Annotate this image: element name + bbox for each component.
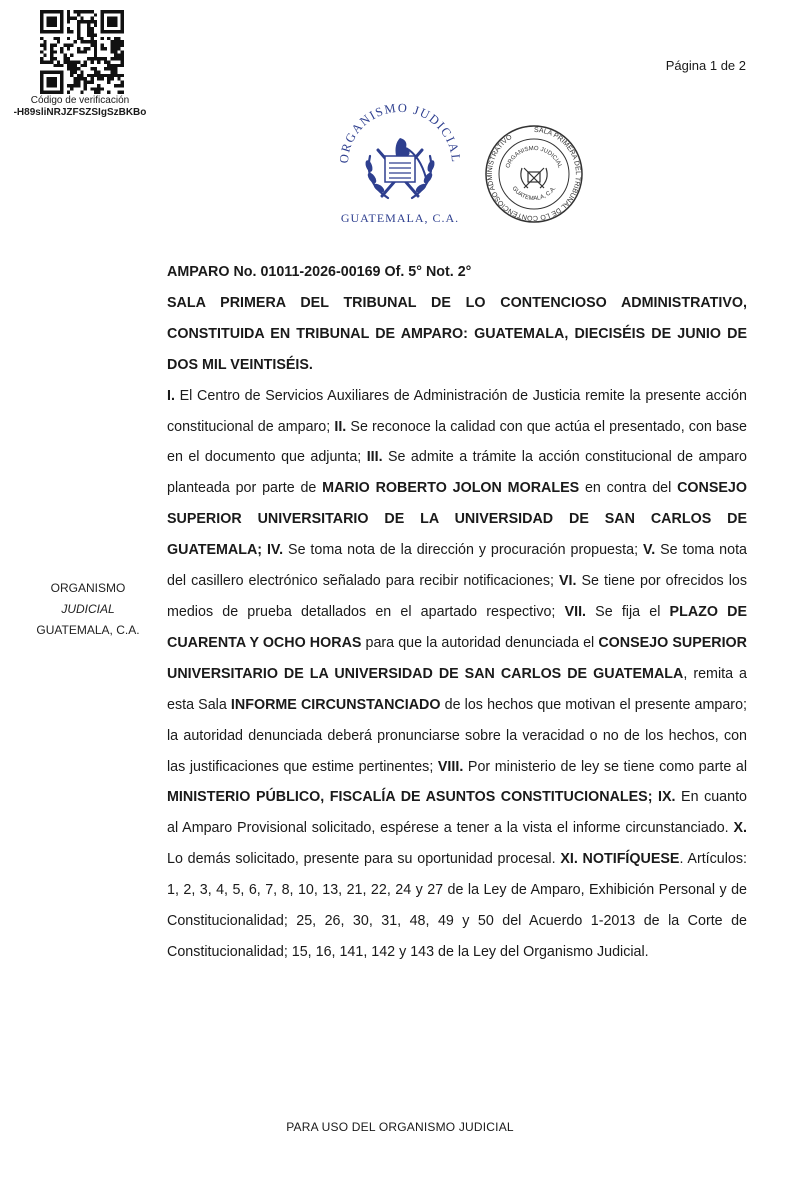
footer-text: PARA USO DEL ORGANISMO JUDICIAL (286, 1120, 514, 1134)
bold-text-run: II. (334, 418, 347, 435)
text-run: Se toma nota del casillero electrónico señalado para recibir notificaciones; (167, 542, 747, 590)
bold-text-run: IV. (266, 542, 284, 559)
margin-stamp-line3: GUATEMALA, C.A. (36, 623, 140, 637)
text-run: Se tiene por ofrecidos los medios de prueba detallados en el apartado respectivo; (167, 573, 747, 620)
margin-stamp (18, 578, 158, 641)
court-heading: SALA PRIMERA DEL TRIBUNAL DE LO CONTENCIOSO ADMINISTRATIVO, CONSTITUIDA EN TRIBUNAL DE AMPARO: GUATEMALA, DIECISÉIS DE JUNIO DE DOS MIL VEINTISÉIS. (167, 294, 747, 373)
bold-text-run: MINISTERIO PÚBLICO, FISCALÍA DE ASUNTOS CONSTITUCIONALES; (167, 789, 653, 806)
round-stamp-icon (484, 124, 584, 224)
bold-text-run: IX. (658, 789, 676, 806)
bold-text-run: MARIO ROBERTO JOLON MORALES (322, 480, 580, 497)
margin-stamp-line1: ORGANISMO (50, 581, 126, 595)
text-run: Se toma nota de la dirección y procuración propuesta; (283, 542, 643, 559)
bold-text-run: XI. NOTIFÍQUESE (560, 851, 680, 868)
text-run: Se fija el (586, 603, 670, 620)
verification-label: Código de verificación (30, 95, 130, 106)
coat-of-arms-icon (330, 86, 470, 226)
resolution-paragraph (167, 381, 747, 968)
seal-bottom-text: GUATEMALA, C.A. (340, 211, 460, 225)
qr-code-icon (40, 10, 124, 94)
text-run: en contra del (579, 480, 678, 497)
stamp-inner-bottom: GUATEMALA, C.A. (510, 185, 558, 203)
bold-text-run: VII. (564, 603, 587, 620)
text-run: Se admite a trámite la acción constitucional de amparo planteada por parte de (167, 449, 747, 497)
text-run: Por ministerio de ley se tiene como parte al (463, 758, 747, 775)
bold-text-run: INFORME CIRCUNSTANCIADO (230, 696, 441, 713)
bold-text-run: X. (733, 820, 747, 837)
text-run: . Artículos: 1, 2, 3, 4, 5, 6, 7, 8, 10, 13, 21, 22, 24 y 27 de la Ley de Amparo, Exhibición Personal y de Constitucionalidad; 25, 26, 30, 31, 48, 49 y 50 del Acuerdo 1-2013 de la Corte de Constitucionalidad; 15, 16, 141, 142 y 143 de la Ley del Organismo Judicial. (167, 851, 747, 960)
text-run: para que la autoridad denunciada el (361, 634, 599, 651)
case-number: AMPARO No. 01011-2026-00169 Of. 5° Not. 2° (167, 264, 472, 280)
text-run: El Centro de Servicios Auxiliares de Administración de Justicia remite la presente acción constitucional de amparo; (167, 387, 747, 435)
stamp-ring-text: SALA PRIMERA DEL TRIBUNAL DE LO CONTENCIOSO ADMINISTRATIVO (486, 126, 581, 222)
bold-text-run: CONSEJO SUPERIOR UNIVERSITARIO DE LA UNIVERSIDAD DE SAN CARLOS DE GUATEMALA; (167, 480, 748, 559)
text-run: Lo demás solicitado, presente para su oportunidad procesal. (167, 851, 561, 868)
sala-primera-stamp (484, 124, 584, 224)
bold-text-run: III. (366, 449, 383, 466)
qr-code (40, 10, 124, 94)
bold-text-run: VI. (558, 573, 577, 590)
verification-code: -H89sliNRJZFSZSIgSzBKBo (13, 107, 147, 118)
svg-text:ORGANISMO JUDICIAL (505, 146, 563, 170)
bold-text-run: V. (642, 542, 656, 559)
bold-text-run: I. (167, 387, 175, 404)
text-run: de los hechos que motivan el presente amparo; la autoridad denunciada deberá pronunciarse sobre la veracidad o no de los hechos, con las justificaciones que estime pertinentes; (167, 696, 747, 775)
text-run: Se reconoce la calidad con que actúa el presentado, con base en el documento que adjunta; (167, 418, 747, 466)
bold-text-run: PLAZO DE CUARENTA Y OCHO HORAS (167, 603, 748, 651)
resolution-body (167, 257, 747, 968)
text-run: En cuanto al Amparo Provisional solicitado, espérese a tener a la vista el informe circunstanciado. (167, 789, 747, 837)
stamp-inner-top: ORGANISMO JUDICIAL (505, 145, 563, 170)
text-run: , remita a esta Sala (167, 665, 747, 713)
organismo-judicial-seal (330, 86, 470, 226)
bold-text-run: CONSEJO SUPERIOR UNIVERSITARIO DE LA UNIVERSIDAD DE SAN CARLOS DE GUATEMALA (167, 634, 748, 682)
seal-arc-text: ORGANISMO JUDICIAL (336, 100, 464, 164)
margin-stamp-line2: JUDICIAL (61, 602, 115, 616)
svg-text:GUATEMALA, C.A. (510, 186, 557, 203)
bold-text-run: VIII. (437, 758, 464, 775)
page-number: Página 1 de 2 (665, 58, 746, 73)
svg-text:SALA PRIMERA DEL TRIBUNAL DE L (487, 127, 581, 221)
